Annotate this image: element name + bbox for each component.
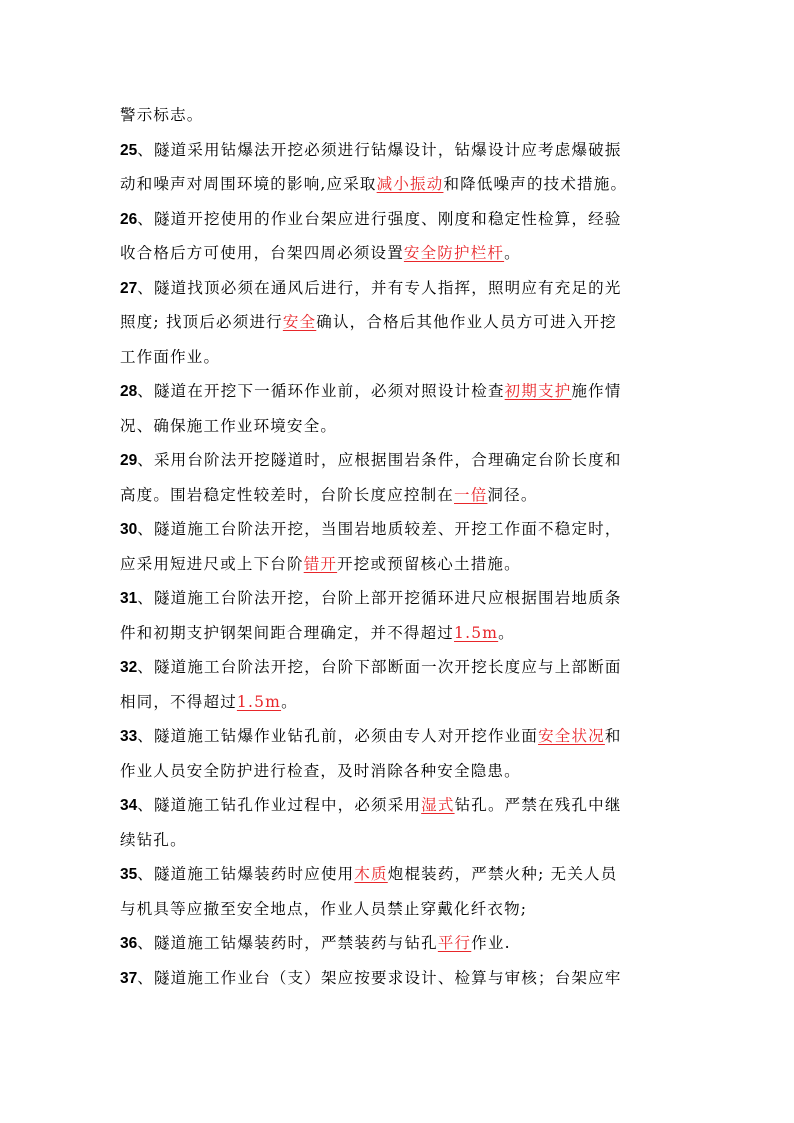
text-run: 高度。围岩稳定性较差时，台阶长度应控制在 [120,485,455,504]
answer-highlight: 初期支护 [504,382,572,400]
document-body [120,98,680,995]
text-run: 。 [504,244,521,262]
item-number: 27 [120,279,138,297]
text-run: 、隧道施工钻爆装药时应使用 [137,865,355,883]
text-run: 、隧道施工台阶法开挖，台阶上部开挖循环进尺应根据围岩地质条 [137,589,622,607]
text-line [120,512,680,547]
text-run: 应采用短进尺或上下台阶 [120,554,304,573]
text-run: 况、确保施工作业环境安全。 [120,416,338,435]
text-run: 、隧道采用钻爆法开挖必须进行钻爆设计，钻爆设计应考虑爆破振 [137,140,622,159]
answer-highlight: 安全状况 [538,727,605,745]
text-run: 、隧道施工台阶法开挖，台阶下部断面一次开挖长度应与上部断面 [137,658,622,676]
answer-highlight: 安全防护栏杆 [403,244,505,262]
text-run: 、隧道施工作业台（支）架应按要求设计、检算与审核；台架应牢 [137,968,622,987]
text-line [120,98,680,133]
text-run: 续钻孔。 [120,830,187,849]
text-run: 、采用台阶法开挖隧道时，应根据围岩条件，合理确定台阶长度和 [137,451,622,469]
item-number: 35 [120,866,138,883]
text-run: 。 [498,623,515,642]
text-line [120,685,680,720]
text-line [120,236,680,271]
text-run: 动和噪声对周围环境的影响,应采取 [120,175,377,193]
item-number: 32 [120,659,138,676]
text-run: 和降低噪声的技术措施。 [443,175,628,193]
text-line [120,961,680,996]
answer-highlight: 一倍 [454,485,488,504]
text-run: 收合格后方可使用，台架四周必须设置 [120,244,404,262]
text-line [120,892,680,927]
text-line [120,547,680,582]
answer-highlight: 减小振动 [376,175,444,193]
text-line [120,788,680,823]
text-line [120,719,680,754]
text-run: 施作情 [571,382,622,400]
text-run: 和 [604,727,622,745]
text-run: 作业. [471,934,511,952]
text-line [120,857,680,892]
text-line [120,374,680,409]
text-run: 确认，合格后其他作业人员方可进入开挖 [316,313,617,331]
text-run: 炮棍装药，严禁火种; 无关人员 [387,865,618,883]
item-number: 37 [120,969,138,987]
text-line [120,409,680,444]
text-line [120,754,680,789]
text-run: 件和初期支护钢架间距合理确定，并不得超过 [120,623,455,642]
item-number: 25 [120,141,138,159]
item-number: 28 [120,383,138,400]
text-run: 警示标志。 [120,106,204,124]
item-number: 33 [120,728,138,745]
answer-highlight: 安全 [282,313,317,331]
text-line [120,340,680,375]
text-run: 开挖或预留核心土措施。 [337,554,521,573]
text-line [120,823,680,858]
text-line [120,167,680,202]
text-line [120,616,680,651]
item-number: 30 [120,521,138,538]
text-run: 钻孔。严禁在残孔中继 [454,796,622,814]
text-run: 。 [281,692,298,711]
text-line [120,478,680,513]
item-number: 29 [120,452,138,469]
item-number: 34 [120,797,138,814]
text-run: 、隧道施工钻爆装药时，严禁装药与钻孔 [137,934,438,952]
answer-highlight: 错开 [303,554,338,573]
text-line [120,443,680,478]
text-run: 、隧道施工钻爆作业钻孔前，必须由专人对开挖作业面 [137,727,539,745]
answer-highlight: 平行 [437,934,472,952]
text-line [120,271,680,306]
text-run: 作业人员安全防护进行检查，及时消除各种安全隐患。 [120,761,521,780]
text-run: 、隧道开挖使用的作业台架应进行强度、刚度和稳定性检算，经验 [137,209,622,228]
text-line [120,650,680,685]
text-run: 、隧道施工钻孔作业过程中，必须采用 [137,796,422,814]
text-run: 照度; 找顶后必须进行 [120,313,283,331]
text-run: 、隧道在开挖下一循环作业前，必须对照设计检查 [137,382,505,400]
item-number: 31 [120,590,138,607]
item-number: 36 [120,935,138,952]
text-line [120,202,680,237]
text-run: 、隧道施工台阶法开挖，当围岩地质较差、开挖工作面不稳定时， [137,520,622,538]
answer-highlight: 1.5m [454,623,499,642]
text-line [120,581,680,616]
text-run: 相同，不得超过 [120,692,237,711]
text-run: 、隧道找顶必须在通风后进行，并有专人指挥，照明应有充足的光 [137,278,622,297]
text-run: 洞径。 [487,485,538,504]
item-number: 26 [120,210,138,228]
answer-highlight: 1.5m [236,692,282,711]
text-run: 与机具等应撤至安全地点，作业人员禁止穿戴化纤衣物; [120,899,528,918]
text-line [120,305,680,340]
text-run: 工作面作业。 [120,347,221,366]
answer-highlight: 湿式 [421,796,455,814]
text-line [120,926,680,961]
text-line [120,133,680,168]
answer-highlight: 木质 [354,865,388,883]
